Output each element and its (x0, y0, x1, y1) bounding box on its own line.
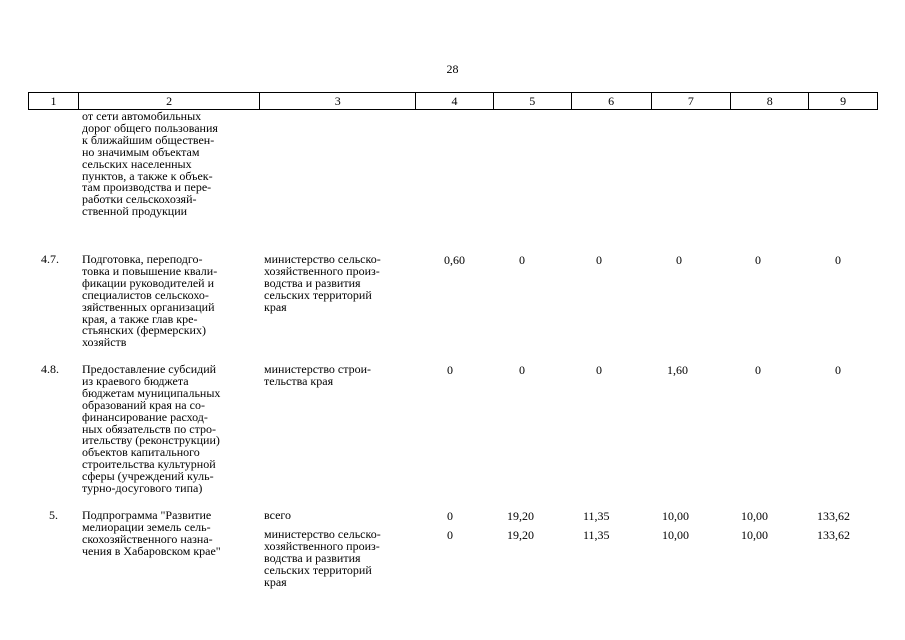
value-col-8: 10,00 (741, 509, 768, 523)
text-line: пунктов, а также к объек- (82, 168, 213, 183)
table-header-row (28, 92, 878, 110)
column-header-1: 1 (29, 93, 79, 109)
text-line: специалистов сельскохо- (82, 287, 209, 302)
text-line: дорог общего пользования (82, 120, 218, 135)
text-line: министерство сельско- (264, 252, 381, 266)
text-line: товка и повышение квали- (82, 263, 218, 278)
text-line: края (264, 299, 287, 314)
value-col-8: 10,00 (741, 528, 768, 542)
text-line: турно-досугового типа) (82, 481, 203, 496)
value-col-6: 11,35 (583, 528, 610, 542)
column-header-4: 4 (416, 93, 494, 109)
text-line: зяйственных организаций (82, 299, 215, 314)
text-line: ительству (реконструкции) (82, 433, 220, 448)
text-line: хозяйственного произ- (264, 263, 380, 278)
text-line: края (264, 574, 287, 589)
row-name (82, 254, 217, 349)
column-header-2: 2 (79, 93, 261, 109)
value-col-9: 133,62 (817, 528, 850, 542)
text-line: министерство сельско- (264, 527, 381, 541)
text-line: из краевого бюджета (82, 373, 189, 388)
value-col-7: 0 (676, 253, 682, 267)
text-line: Подготовка, переподго- (82, 252, 203, 266)
text-line: всего (264, 508, 292, 522)
text-line: фикации руководителей и (82, 275, 214, 290)
text-line: ственной продукции (82, 204, 188, 219)
text-line: объектов капитального (82, 445, 200, 460)
text-line: сельских территорий (264, 287, 372, 302)
column-header-9: 9 (840, 94, 847, 108)
text-line: мелиорации земель сель- (82, 519, 211, 534)
row-name (82, 364, 220, 495)
value-col-4: 0 (447, 509, 453, 523)
value-col-5: 19,20 (507, 528, 534, 542)
text-line: сельских населенных (82, 156, 192, 171)
text-line: от сети автомобильных (82, 109, 202, 123)
value-col-4: 0 (447, 363, 453, 377)
text-line: к ближайшим обществен- (82, 132, 215, 147)
row-executor (264, 254, 381, 314)
value-col-5: 0 (519, 253, 525, 267)
column-header-7: 7 (652, 93, 732, 109)
row-number: 4.8. (41, 362, 59, 376)
text-line: водства и развития (264, 275, 361, 290)
text-line: стьянских (фермерских) (82, 323, 206, 338)
text-line: строительства культурной (82, 457, 216, 472)
value-col-9: 133,62 (817, 509, 850, 523)
row-executor (264, 529, 381, 589)
column-header-5: 5 (494, 93, 572, 109)
text-line: Подпрограмма "Развитие (82, 508, 212, 522)
value-col-8: 0 (755, 363, 761, 377)
text-line: там производства и пере- (82, 180, 212, 195)
column-header-8: 8 (731, 93, 809, 109)
text-line: работки сельскохозяй- (82, 192, 197, 207)
text-line: края, а также глав кре- (82, 311, 198, 326)
row-number: 5. (49, 508, 58, 522)
value-col-9: 0 (835, 253, 841, 267)
value-col-6: 11,35 (583, 509, 610, 523)
text-line: хозяйственного произ- (264, 538, 380, 553)
value-col-6: 0 (596, 253, 602, 267)
value-col-9: 0 (835, 363, 841, 377)
text-line: сельских территорий (264, 562, 372, 577)
column-header-3: 3 (260, 93, 416, 109)
value-col-7: 10,00 (662, 528, 689, 542)
text-line: хозяйств (82, 335, 127, 350)
value-col-8: 0 (755, 253, 761, 267)
value-col-5: 19,20 (507, 509, 534, 523)
text-line: финансирование расход- (82, 409, 208, 424)
text-line: министерство строи- (264, 362, 372, 376)
text-line: бюджетам муниципальных (82, 385, 221, 400)
row-name (82, 510, 221, 558)
continuation-text (82, 111, 218, 218)
row-executor (264, 364, 371, 388)
text-line: скохозяйственного назна- (82, 531, 213, 546)
value-col-4: 0 (447, 528, 453, 542)
text-line: Предоставление субсидий (82, 362, 217, 376)
row-executor-total (264, 510, 291, 522)
value-col-7: 1,60 (667, 363, 688, 377)
text-line: но значимым объектам (82, 144, 200, 159)
text-line: сферы (учреждений куль- (82, 469, 214, 484)
text-line: образований края на со- (82, 397, 205, 412)
text-line: чения в Хабаровском крае" (82, 543, 221, 558)
page-number: 28 (446, 62, 459, 76)
row-number: 4.7. (41, 252, 59, 266)
text-line: водства и развития (264, 550, 361, 565)
text-line: тельства края (264, 373, 334, 388)
column-header-6: 6 (572, 93, 652, 109)
value-col-4: 0,60 (444, 253, 465, 267)
text-line: ных обязательств по стро- (82, 421, 216, 436)
value-col-6: 0 (596, 363, 602, 377)
value-col-5: 0 (519, 363, 525, 377)
value-col-7: 10,00 (662, 509, 689, 523)
